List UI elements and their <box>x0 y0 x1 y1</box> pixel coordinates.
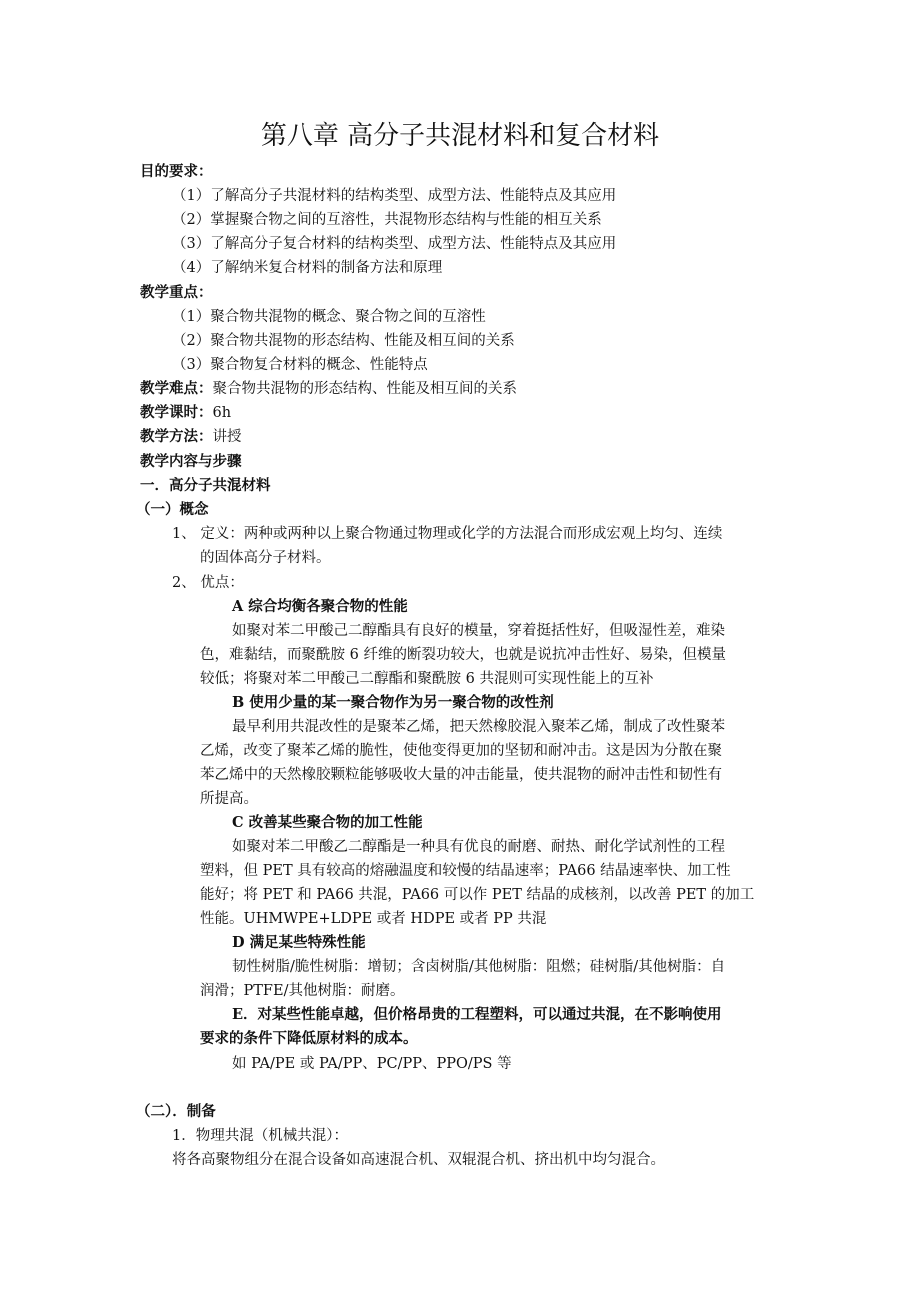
objective-item: （1）了解高分子共混材料的结构类型、成型方法、性能特点及其应用 <box>172 188 617 204</box>
advantage-e-text: E．对某些性能卓越，但价格昂贵的工程塑料，可以通过共混，在不影响使用 <box>232 1006 722 1023</box>
objective-item: （4）了解纳米复合材料的制备方法和原理 <box>172 260 443 276</box>
advantage-d-heading: D 满足某些特殊性能 <box>232 934 366 951</box>
advantage-d-text: 韧性树脂/脆性树脂：增韧；含卤树脂/其他树脂：阻燃；硅树脂/其他树脂：自 <box>232 959 726 975</box>
subsection-heading: （一）概念 <box>136 501 209 518</box>
chapter-title: 第八章 高分子共混材料和复合材料 <box>260 121 660 151</box>
advantage-a-text: 较低；将聚对苯二甲酸己二醇酯和聚酰胺 6 共混则可实现性能上的互补 <box>200 671 654 687</box>
objective-item: （3）了解高分子复合材料的结构类型、成型方法、性能特点及其应用 <box>172 236 617 252</box>
advantage-c-text: 塑料，但 PET 具有较高的熔融温度和较慢的结晶速率；PA66 结晶速率快、加工性 <box>200 863 731 879</box>
advantage-b-text: 苯乙烯中的天然橡胶颗粒能够吸收大量的冲击能量，使共混物的耐冲击性和韧性有 <box>200 767 722 783</box>
advantage-b-text: 乙烯，改变了聚苯乙烯的脆性，使他变得更加的坚韧和耐冲击。这是因为分散在聚 <box>200 743 722 759</box>
preparation-description: 将各高聚物组分在混合设备如高速混合机、双辊混合机、挤出机中均匀混合。 <box>172 1152 665 1168</box>
advantage-c-heading: C 改善某些聚合物的加工性能 <box>232 814 423 831</box>
difficulty-value: 聚合物共混物的形态结构、性能及相互间的关系 <box>212 381 517 397</box>
advantage-a-heading: A 综合均衡各聚合物的性能 <box>232 598 408 615</box>
content-heading: 教学内容与步骤 <box>140 453 242 470</box>
advantage-c-text: 性能。UHMWPE+LDPE 或者 HDPE 或者 PP 共混 <box>200 911 547 927</box>
difficulty-row <box>140 377 517 401</box>
key-point-item: （3）聚合物复合材料的概念、性能特点 <box>172 357 428 373</box>
objectives-heading: 目的要求： <box>140 163 213 180</box>
preparation-item: 1．物理共混（机械共混）： <box>172 1128 348 1144</box>
method-row <box>140 425 242 449</box>
objective-item: （2）掌握聚合物之间的互溶性，共混物形态结构与性能的相互关系 <box>172 212 602 228</box>
advantage-a-text: 如聚对苯二甲酸己二醇酯具有良好的模量，穿着挺括性好，但吸湿性差，难染 <box>232 623 725 639</box>
method-value: 讲授 <box>212 429 242 445</box>
advantages-label: 2、 优点： <box>172 575 244 591</box>
key-point-item: （1）聚合物共混物的概念、聚合物之间的互溶性 <box>172 309 486 325</box>
subsection-heading: （二）．制备 <box>136 1103 216 1120</box>
advantage-d-text: 润滑；PTFE/其他树脂：耐磨。 <box>200 983 405 999</box>
section-heading: 一．高分子共混材料 <box>140 477 271 494</box>
advantage-a-text: 色，难黏结，而聚酰胺 6 纤维的断裂功较大，也就是说抗冲击性好、易染，但模量 <box>200 647 726 663</box>
advantage-c-text: 能好；将 PET 和 PA66 共混，PA66 可以作 PET 结晶的成核剂，以改善 PET 的加工 <box>200 887 755 903</box>
advantage-b-heading: B 使用少量的某一聚合物作为另一聚合物的改性剂 <box>232 694 554 711</box>
key-point-item: （2）聚合物共混物的形态结构、性能及相互间的关系 <box>172 333 515 349</box>
difficulty-label: 教学难点： <box>140 380 213 397</box>
definition-line: 的固体高分子材料。 <box>200 550 331 566</box>
advantage-b-text: 最早利用共混改性的是聚苯乙烯，把天然橡胶混入聚苯乙烯，制成了改性聚苯 <box>232 719 725 735</box>
definition-line: 1、 定义：两种或两种以上聚合物通过物理或化学的方法混合而形成宏观上均匀、连续 <box>172 526 723 542</box>
key-points-heading: 教学重点： <box>140 284 213 301</box>
advantage-c-text: 如聚对苯二甲酸乙二醇酯是一种具有优良的耐磨、耐热、耐化学试剂性的工程 <box>232 839 725 855</box>
hours-row <box>140 401 231 425</box>
hours-label: 教学课时： <box>140 404 213 421</box>
method-label: 教学方法： <box>140 428 213 445</box>
advantage-e-text: 要求的条件下降低原材料的成本。 <box>200 1030 418 1047</box>
hours-value: 6h <box>212 405 232 421</box>
advantage-e-example: 如 PA/PE 或 PA/PP、PC/PP、PPO/PS 等 <box>232 1056 512 1072</box>
advantage-b-text: 所提高。 <box>200 791 258 807</box>
